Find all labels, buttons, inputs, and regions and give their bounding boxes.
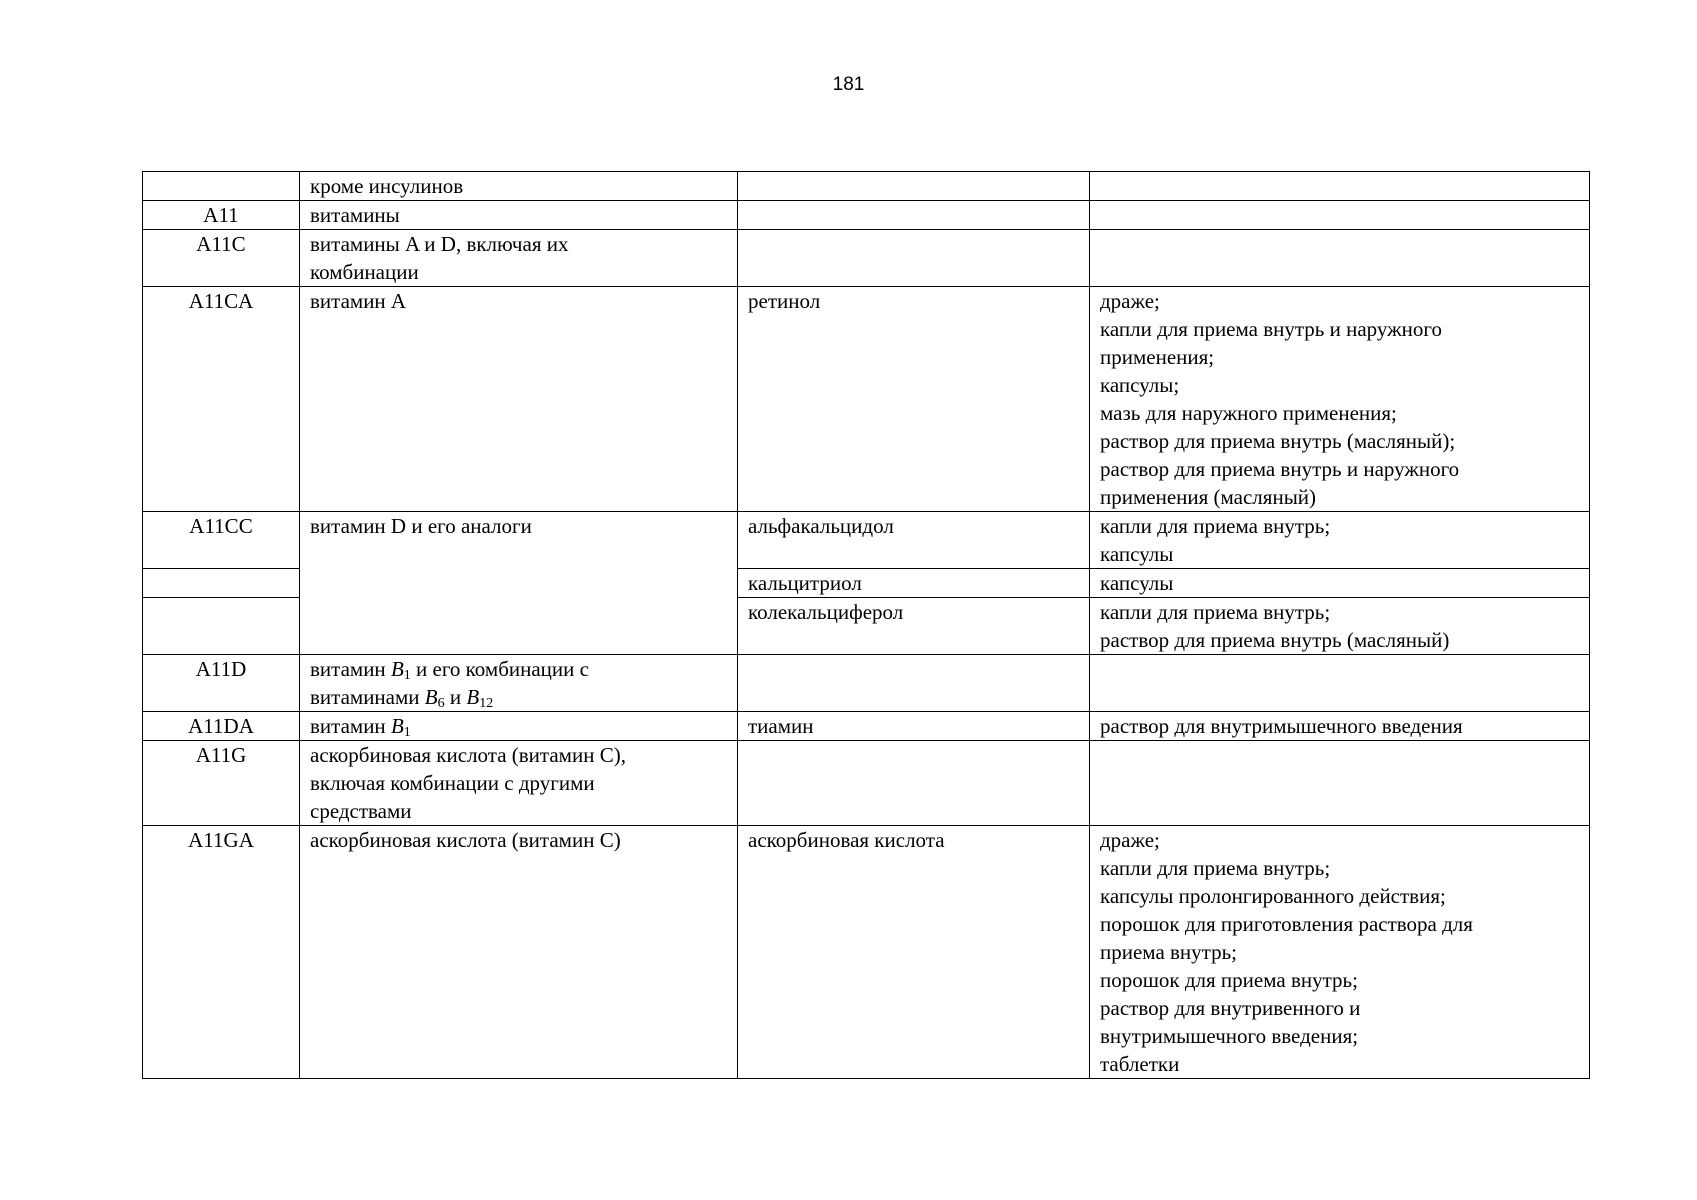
atc-drug-table bbox=[142, 171, 1590, 1079]
vitamin-letter: B bbox=[390, 714, 404, 738]
dosage-forms-cell: драже; капли для приема внутрь и наружного применения; капсулы; мазь для наружного применения; раствор для приема внутрь (масляный); раствор для приема внутрь и наружного применения (масляный) bbox=[1090, 287, 1590, 512]
anatomical-group-cell bbox=[300, 712, 738, 741]
group-text: и bbox=[444, 685, 467, 709]
substance-cell bbox=[738, 172, 1090, 201]
vitamin-subscript: 12 bbox=[479, 696, 494, 711]
substance-cell bbox=[738, 655, 1090, 712]
table-row bbox=[143, 201, 1590, 230]
vitamin-letter: B bbox=[466, 685, 480, 709]
table-row bbox=[143, 172, 1590, 201]
vitamin-letter: B bbox=[424, 685, 438, 709]
atc-code-cell: A11C bbox=[143, 230, 300, 287]
table-row bbox=[143, 712, 1590, 741]
dosage-forms-cell: капли для приема внутрь; капсулы bbox=[1090, 512, 1590, 569]
dosage-forms-cell bbox=[1090, 230, 1590, 287]
group-text: витамин bbox=[310, 714, 391, 738]
substance-cell bbox=[738, 201, 1090, 230]
dosage-forms-cell bbox=[1090, 172, 1590, 201]
vitamin-subscript: 6 bbox=[437, 696, 445, 711]
substance-cell: кальцитриол bbox=[738, 569, 1090, 598]
atc-code-cell: A11DA bbox=[143, 712, 300, 741]
vitamin-subscript: 1 bbox=[403, 668, 411, 683]
substance-cell: колекальциферол bbox=[738, 598, 1090, 655]
anatomical-group-cell: витамины bbox=[300, 201, 738, 230]
group-text: витамин bbox=[310, 657, 391, 681]
dosage-forms-cell bbox=[1090, 201, 1590, 230]
vitamin-letter: B bbox=[390, 657, 404, 681]
atc-code-cell bbox=[143, 598, 300, 655]
anatomical-group-cell: витамин D и его аналоги bbox=[300, 512, 738, 655]
substance-cell bbox=[738, 741, 1090, 826]
substance-cell: аскорбиновая кислота bbox=[738, 826, 1090, 1079]
dosage-forms-cell bbox=[1090, 741, 1590, 826]
dosage-forms-cell: капли для приема внутрь; раствор для приема внутрь (масляный) bbox=[1090, 598, 1590, 655]
group-text: витаминами bbox=[310, 685, 425, 709]
atc-code-cell: A11CA bbox=[143, 287, 300, 512]
dosage-forms-cell: драже; капли для приема внутрь; капсулы пролонгированного действия; порошок для приготовления раствора для приема внутрь; порошок для приема внутрь; раствор для внутривенного и внутримышечного введения; таблетки bbox=[1090, 826, 1590, 1079]
table-row bbox=[143, 655, 1590, 712]
anatomical-group-cell bbox=[300, 655, 738, 712]
atc-code-cell: A11D bbox=[143, 655, 300, 712]
table-row bbox=[143, 741, 1590, 826]
anatomical-group-cell: аскорбиновая кислота (витамин C), включая комбинации с другими средствами bbox=[300, 741, 738, 826]
substance-cell: тиамин bbox=[738, 712, 1090, 741]
dosage-forms-cell bbox=[1090, 655, 1590, 712]
anatomical-group-cell: кроме инсулинов bbox=[300, 172, 738, 201]
substance-cell bbox=[738, 230, 1090, 287]
anatomical-group-cell: витамин A bbox=[300, 287, 738, 512]
atc-code-cell bbox=[143, 569, 300, 598]
atc-code-cell: A11GA bbox=[143, 826, 300, 1079]
substance-cell: альфакальцидол bbox=[738, 512, 1090, 569]
dosage-forms-cell: капсулы bbox=[1090, 569, 1590, 598]
table-row bbox=[143, 512, 1590, 569]
anatomical-group-cell: витамины A и D, включая их комбинации bbox=[300, 230, 738, 287]
table-row bbox=[143, 230, 1590, 287]
atc-code-cell: A11G bbox=[143, 741, 300, 826]
anatomical-group-cell: аскорбиновая кислота (витамин C) bbox=[300, 826, 738, 1079]
dosage-forms-cell: раствор для внутримышечного введения bbox=[1090, 712, 1590, 741]
table-row bbox=[143, 826, 1590, 1079]
page-number: 181 bbox=[832, 74, 865, 95]
vitamin-subscript: 1 bbox=[403, 725, 411, 740]
atc-code-cell: A11CC bbox=[143, 512, 300, 569]
substance-cell: ретинол bbox=[738, 287, 1090, 512]
atc-code-cell: A11 bbox=[143, 201, 300, 230]
atc-code-cell bbox=[143, 172, 300, 201]
table-row bbox=[143, 287, 1590, 512]
group-text: и его комбинации с bbox=[410, 657, 589, 681]
